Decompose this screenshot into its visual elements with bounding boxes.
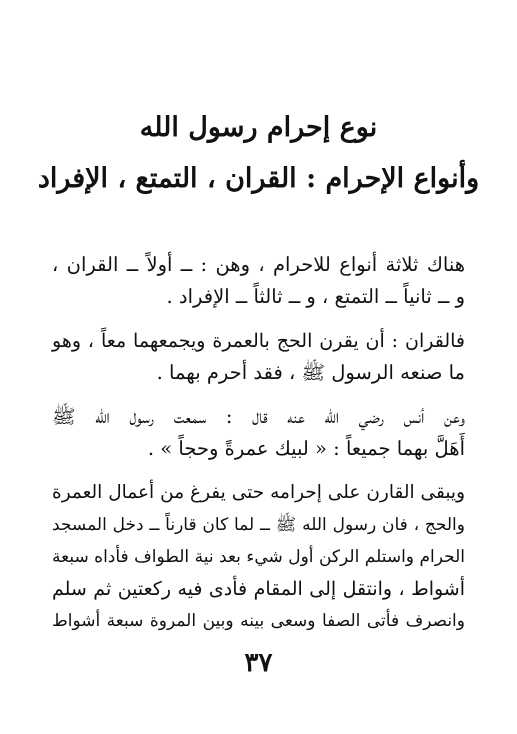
chapter-subtitle: وأنواع الإحرام : القران ، التمتع ، الإفراد [37, 163, 480, 194]
paragraph-1-line-2: و ــ ثانياً ــ التمتع ، و ــ ثالثاً ــ الإفراد . [166, 285, 465, 308]
paragraph-4-line-2: والحج ، فان رسول الله ﷺ ــ لما كان قارناً ــ دخل المسجد [52, 515, 465, 535]
paragraph-2-line-1: فالقران : أن يقرن الحج بالعمرة ويجمعهما معاً ، وهو [52, 330, 465, 352]
paragraph-3-line-2: أَهَلَّ بهما جميعاً : « لبيك عمرةً وحجاً » . [147, 437, 465, 460]
paragraph-4-line-3: الحرام واستلم الركن أول شيء بعد نية الطواف فأداه سبعة [52, 547, 465, 567]
paragraph-1-line-1: هناك ثلاثة أنواع للاحرام ، وهن : ــ أولاً ــ القران ، [52, 253, 465, 276]
paragraph-4-line-4: أشواط ، وانتقل إلى المقام فأدى فيه ركعتين ثم سلم [52, 578, 465, 600]
page-number: ٣٧ [244, 648, 273, 678]
paragraph-4-line-1: ويبقى القارن على إحرامه حتى يفرغ من أعمال العمرة [52, 482, 465, 503]
chapter-title: نوع إحرام رسول الله [139, 112, 378, 143]
paragraph-4-line-5: وانصرف فأتى الصفا وسعى بينه وبين المروة سبعة أشواط [52, 611, 465, 631]
paragraph-3-line-1: وعن أنس رضي الله عنه قال : سمعت رسول الله ﷺ [52, 405, 465, 428]
paragraph-2-line-2: ما صنعه الرسول ﷺ ، فقد أحرم بهما . [156, 361, 465, 384]
